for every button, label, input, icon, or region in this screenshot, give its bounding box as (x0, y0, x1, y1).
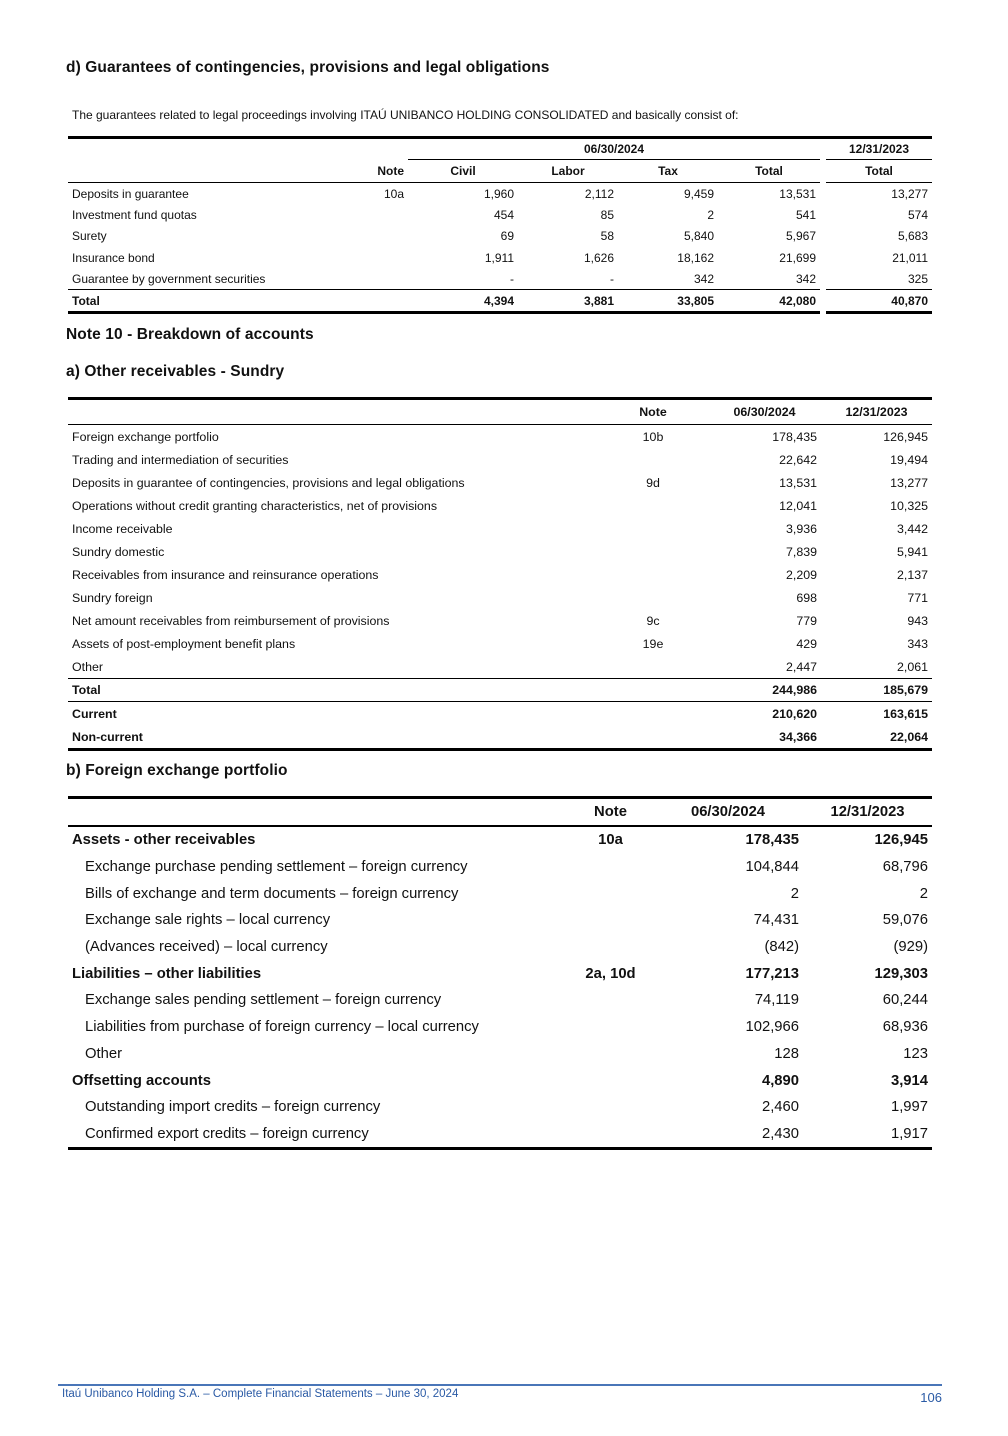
section-d-title: d) Guarantees of contingencies, provisions and legal obligations (66, 59, 550, 76)
table-row: Other 2,447 2,061 (72, 659, 928, 674)
table-row: Confirmed export credits – foreign currency 2,430 1,917 (85, 1125, 928, 1142)
footer-divider (58, 1384, 942, 1386)
table-header-row (68, 798, 932, 827)
foreign-exchange-table (68, 796, 932, 1150)
table-group-header-row (68, 139, 932, 160)
table-row: Receivables from insurance and reinsurance operations 2,209 2,137 (72, 567, 928, 582)
table-row: Insurance bond 1,911 1,626 18,162 21,699 21,011 (72, 250, 928, 265)
column-header: Total (718, 160, 820, 183)
group-header: 06/30/2024 (408, 139, 820, 160)
table-group-row: Liabilities – other liabilities 2a, 10d 177,213 129,303 (72, 965, 928, 982)
table-row: Sundry foreign 698 771 (72, 590, 928, 605)
table-row: Foreign exchange portfolio 10b 178,435 126,945 (72, 429, 928, 444)
column-header: Civil (408, 160, 518, 183)
table-row: (Advances received) – local currency (842) (929) (85, 939, 928, 956)
table-total-row: Total 4,394 3,881 33,805 42,080 40,870 (68, 290, 932, 313)
column-header: 12/31/2023 (803, 798, 932, 827)
table-row: Outstanding import credits – foreign currency 2,460 1,997 (85, 1099, 928, 1116)
table-current-row: Current 210,620 163,615 (68, 702, 932, 726)
section-d-intro: The guarantees related to legal proceedings involving ITAÚ UNIBANCO HOLDING CONSOLIDATED and basically consist of: (72, 108, 739, 122)
column-header: 06/30/2024 (708, 399, 821, 425)
table-header-row (68, 160, 932, 183)
table-row: Exchange purchase pending settlement – foreign currency 104,844 68,796 (85, 859, 928, 876)
table-row: Liabilities from purchase of foreign currency – local currency 102,966 68,936 (85, 1019, 928, 1036)
guarantees-table (68, 136, 932, 314)
column-header: Note (598, 399, 708, 425)
table-group-row: Offsetting accounts 4,890 3,914 (72, 1072, 928, 1089)
table-row: Operations without credit granting characteristics, net of provisions 12,041 10,325 (72, 498, 928, 513)
column-header: Note (338, 160, 408, 183)
footer-text: Itaú Unibanco Holding S.A. – Complete Financial Statements – June 30, 2024 (62, 1388, 459, 1400)
column-header: 12/31/2023 (821, 399, 932, 425)
column-header: Tax (618, 160, 718, 183)
table-group-row: Assets - other receivables 10a 178,435 126,945 (72, 832, 928, 849)
group-header: 12/31/2023 (826, 139, 932, 160)
table-row: Deposits in guarantee of contingencies, provisions and legal obligations 9d 13,531 13,277 (72, 475, 928, 490)
column-header: Note (568, 798, 653, 827)
table-row: Investment fund quotas 454 85 2 541 574 (72, 207, 928, 222)
table-row: Income receivable 3,936 3,442 (72, 521, 928, 536)
table-row: Exchange sales pending settlement – foreign currency 74,119 60,244 (85, 992, 928, 1009)
table-row: Sundry domestic 7,839 5,941 (72, 544, 928, 559)
table-row: Other 128 123 (85, 1045, 928, 1062)
table-row: Guarantee by government securities - - 342 342 325 (72, 271, 928, 286)
column-header: Total (826, 160, 932, 183)
page-number: 106 (920, 1390, 942, 1405)
table-row: Surety 69 58 5,840 5,967 5,683 (72, 229, 928, 244)
table-row: Trading and intermediation of securities 22,642 19,494 (72, 452, 928, 467)
other-receivables-table (68, 397, 932, 751)
table-row: Assets of post-employment benefit plans 19e 429 343 (72, 636, 928, 651)
section-a-title: a) Other receivables - Sundry (66, 363, 285, 380)
table-noncurrent-row: Non-current 34,366 22,064 (68, 725, 932, 750)
column-header: 06/30/2024 (653, 798, 803, 827)
table-row: Net amount receivables from reimbursement of provisions 9c 779 943 (72, 613, 928, 628)
table-row: Exchange sale rights – local currency 74,431 59,076 (85, 912, 928, 929)
section-b-title: b) Foreign exchange portfolio (66, 762, 288, 779)
table-header-row (68, 399, 932, 425)
table-row: Bills of exchange and term documents – foreign currency 2 2 (85, 885, 928, 902)
column-header: Labor (518, 160, 618, 183)
table-total-row: Total 244,986 185,679 (68, 679, 932, 702)
table-row: Deposits in guarantee 10a 1,960 2,112 9,459 13,531 13,277 (72, 186, 928, 201)
note10-title: Note 10 - Breakdown of accounts (66, 326, 314, 343)
